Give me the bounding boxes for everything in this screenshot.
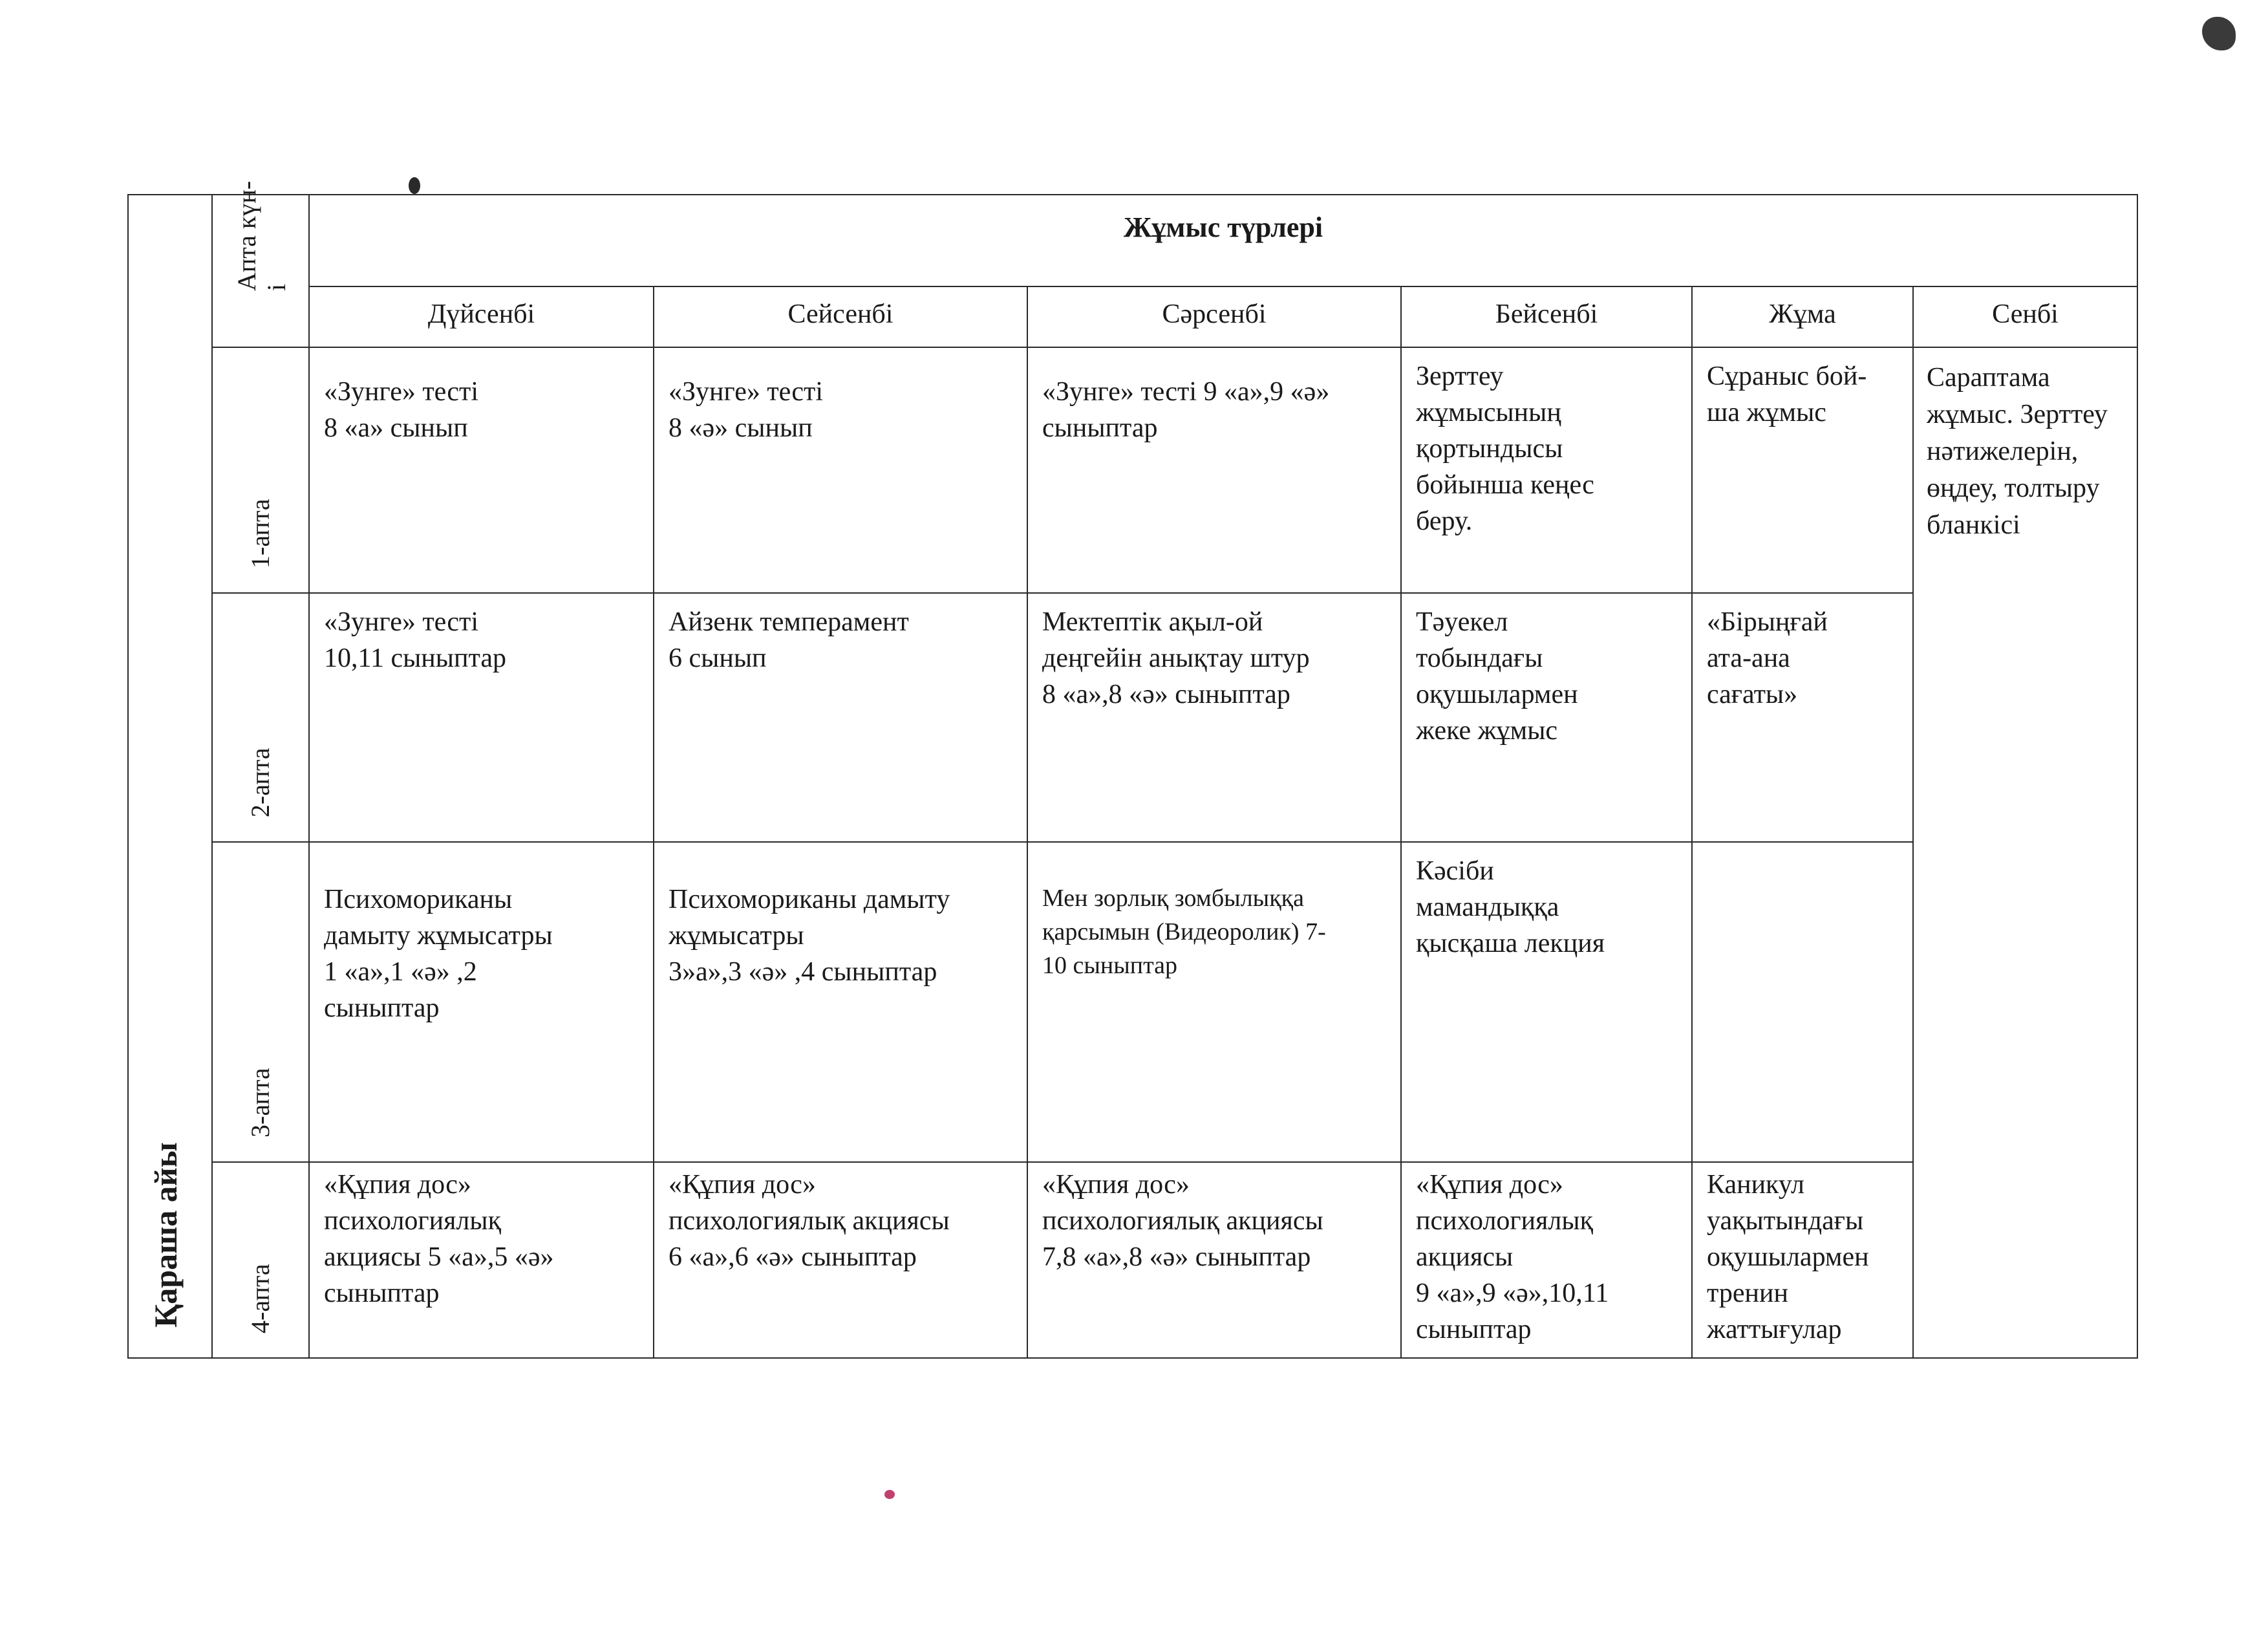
cell-week1-wednesday: «Зунге» тесті 9 «а»,9 «ә» сыныптар <box>1027 347 1401 593</box>
cell-week1-friday: Сұраныс бой- ша жұмыс <box>1692 347 1913 593</box>
day-header-monday: Дүйсенбі <box>309 286 654 347</box>
cell-week4-thursday: «Құпия дос» психологиялық акциясы 9 «а»,9 «ә»,10,11 сыныптар <box>1401 1162 1692 1358</box>
cell-week3-thursday: Кәсіби мамандыққа қысқаша лекция <box>1401 842 1692 1162</box>
week-label: 2-апта <box>246 748 275 817</box>
cell-week2-friday: «Бірыңғай ата-ана сағаты» <box>1692 593 1913 842</box>
scan-mark-left <box>409 177 420 194</box>
day-header-saturday: Сенбі <box>1913 286 2137 347</box>
cell-week4-wednesday: «Құпия дос» психологиялық акциясы 7,8 «а»,8 «ә» сыныптар <box>1027 1162 1401 1358</box>
week-label: 1-апта <box>246 499 275 568</box>
cell-week1-monday: «Зунге» тесті 8 «а» сынып <box>309 347 654 593</box>
cell-week1-tuesday: «Зунге» тесті 8 «ә» сынып <box>654 347 1027 593</box>
cell-week3-friday <box>1692 842 1913 1162</box>
day-header-row <box>128 286 2137 347</box>
day-header-thursday: Бейсенбі <box>1401 286 1692 347</box>
scan-mark-bottom <box>884 1490 895 1499</box>
cell-week3-monday: Психомориканы дамыту жұмысатры 1 «а»,1 «ә» ,2 сыныптар <box>309 842 654 1162</box>
month-label: Қараша айы <box>147 1142 184 1328</box>
cell-week4-monday: «Құпия дос» психологиялық акциясы 5 «а»,5 «ә» сыныптар <box>309 1162 654 1358</box>
week-row <box>128 842 2137 1162</box>
work-plan-table <box>127 180 2138 1359</box>
cell-week4-friday: Каникул уақытындағы оқушылармен тренин жаттығулар <box>1692 1162 1913 1358</box>
week-label-cell <box>212 347 309 593</box>
day-header-tuesday: Сейсенбі <box>654 286 1027 347</box>
week-label: 3-апта <box>246 1068 275 1137</box>
scan-mark-top-right <box>2202 17 2236 50</box>
table-title: Жұмыс түрлері <box>1123 211 1323 243</box>
week-label: 4-апта <box>246 1264 275 1333</box>
cell-week3-wednesday: Мен зорлық зомбылыққа қарсымын (Видеоролик) 7- 10 сыныптар <box>1027 842 1401 1162</box>
month-cell <box>128 195 212 1358</box>
week-row <box>128 593 2137 842</box>
week-label-cell <box>212 593 309 842</box>
title-cell <box>309 195 2137 286</box>
cell-week2-thursday: Тәуекел тобындағы оқушылармен жеке жұмыс <box>1401 593 1692 842</box>
cell-week2-wednesday: Мектептік ақыл-ой деңгейін анықтау штур 8 «а»,8 «ә» сыныптар <box>1027 593 1401 842</box>
week-header-cell <box>212 180 309 347</box>
cell-week4-tuesday: «Құпия дос» психологиялық акциясы 6 «а»,6 «ә» сыныптар <box>654 1162 1027 1358</box>
cell-week2-tuesday: Айзенк темперамент 6 сынып <box>654 593 1027 842</box>
cell-saturday: Сараптама жұмыс. Зерттеу нәтижелерін, өңдеу, толтыру бланкісі <box>1913 347 2137 1358</box>
week-row <box>128 347 2137 593</box>
title-row <box>128 195 2137 286</box>
week-label-cell <box>212 842 309 1162</box>
day-header-friday: Жұма <box>1692 286 1913 347</box>
week-header-label: Апта күн-і <box>232 180 291 291</box>
cell-week2-monday: «Зунге» тесті 10,11 сыныптар <box>309 593 654 842</box>
week-row <box>128 1162 2137 1358</box>
cell-week1-thursday: Зерттеу жұмысының қортындысы бойынша кеңес беру. <box>1401 347 1692 593</box>
cell-week3-tuesday: Психомориканы дамыту жұмысатры 3»а»,3 «ә» ,4 сыныптар <box>654 842 1027 1162</box>
week-label-cell <box>212 1162 309 1358</box>
day-header-wednesday: Сәрсенбі <box>1027 286 1401 347</box>
